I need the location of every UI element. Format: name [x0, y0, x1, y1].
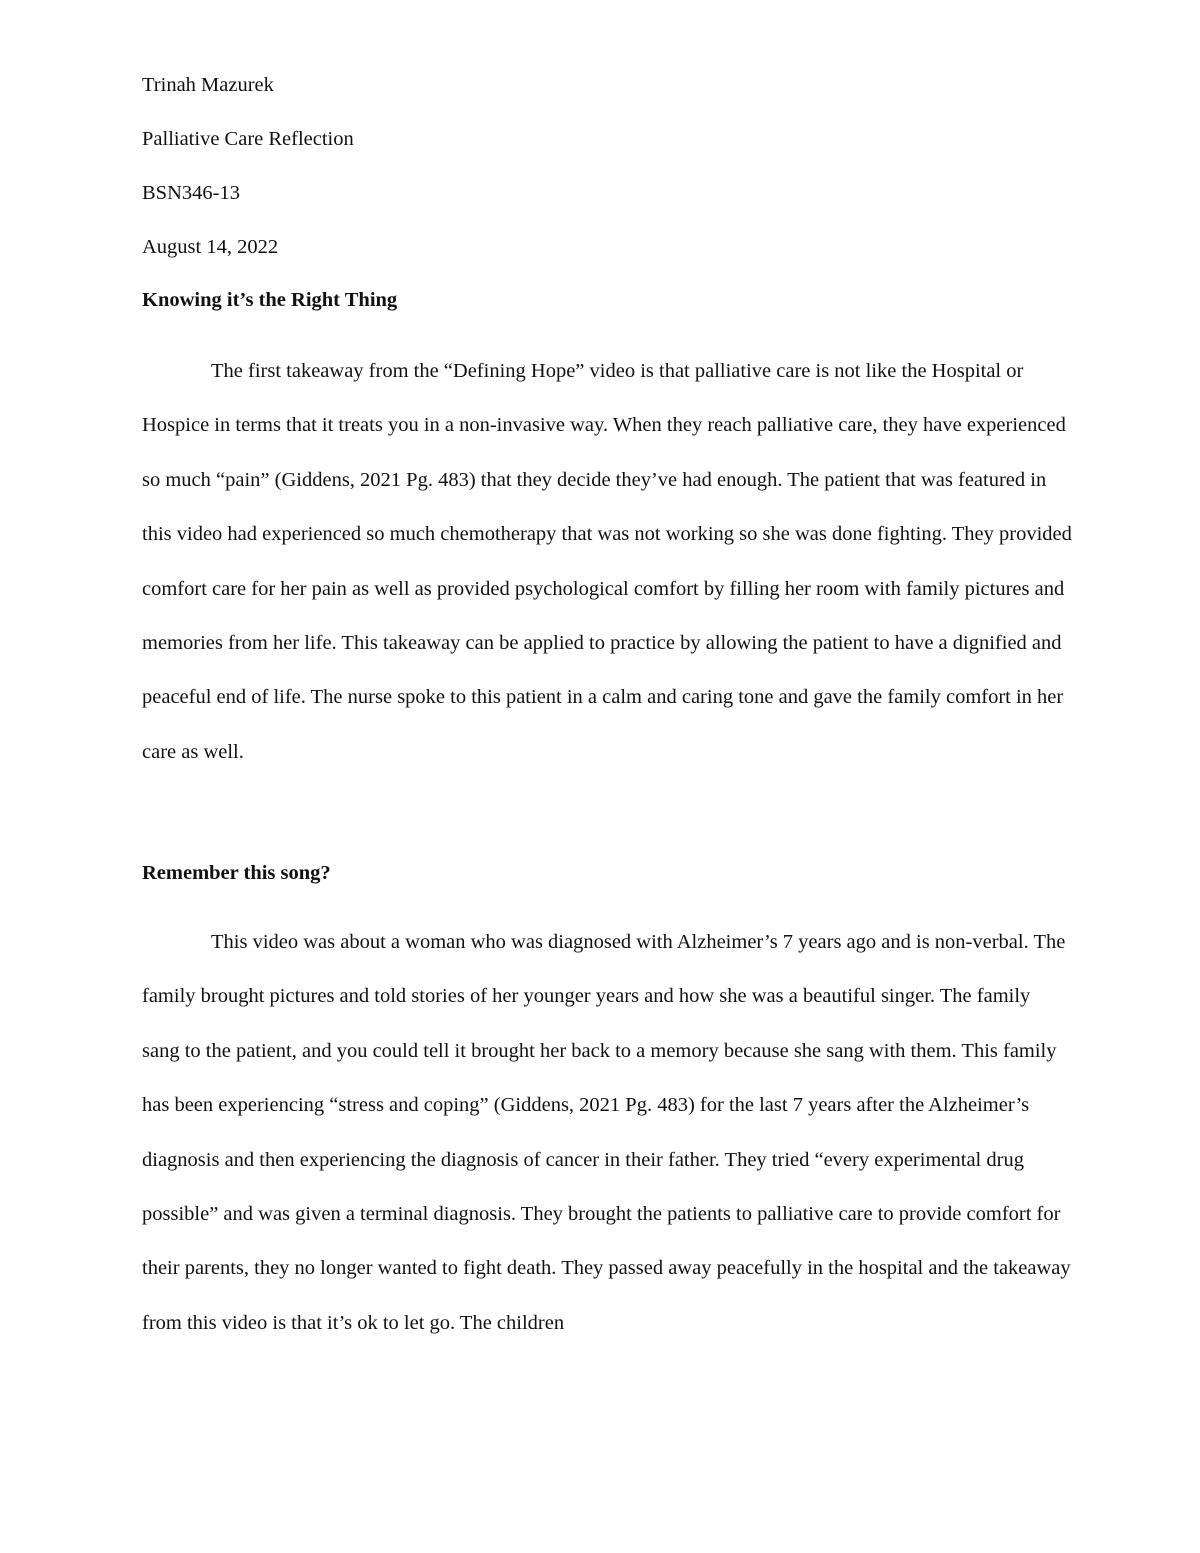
- document-title: Palliative Care Reflection: [142, 128, 354, 150]
- section-heading: Remember this song?: [142, 862, 331, 884]
- section-paragraph: This video was about a woman who was diagnosed with Alzheimer’s 7 years ago and is non-verbal. The family brought pictures and told stories of her younger years and how she was a beautiful singer. The family sang to the patient, and you could tell it brought her back to a memory because she sang with them. This family has been experiencing “stress and coping” (Giddens, 2021 Pg. 483) for the last 7 years after the Alzheimer’s diagnosis and then experiencing the diagnosis of cancer in their father. They tried “every experimental drug possible” and was given a terminal diagnosis. They brought the patients to palliative care to provide comfort for their parents, they no longer wanted to fight death. They passed away peacefully in the hospital and the takeaway from this video is that it’s ok to let go. The children: [142, 931, 1071, 1334]
- section-heading: Knowing it’s the Right Thing: [142, 289, 398, 311]
- section-paragraph: The first takeaway from the “Defining Hope” video is that palliative care is not like the Hospital or Hospice in terms that it treats you in a non-invasive way. When they reach palliative care, they have experienced so much “pain” (Giddens, 2021 Pg. 483) that they decide they’ve had enough. The patient that was featured in this video had experienced so much chemotherapy that was not working so she was done fighting. They provided comfort care for her pain as well as provided psychological comfort by filling her room with family pictures and memories from her life. This takeaway can be applied to practice by allowing the patient to have a dignified and peaceful end of life. The nurse spoke to this patient in a calm and caring tone and gave the family comfort in her care as well.: [142, 360, 1072, 763]
- author-name: Trinah Mazurek: [142, 74, 274, 96]
- course-code: BSN346-13: [142, 182, 240, 204]
- document-date: August 14, 2022: [142, 236, 279, 258]
